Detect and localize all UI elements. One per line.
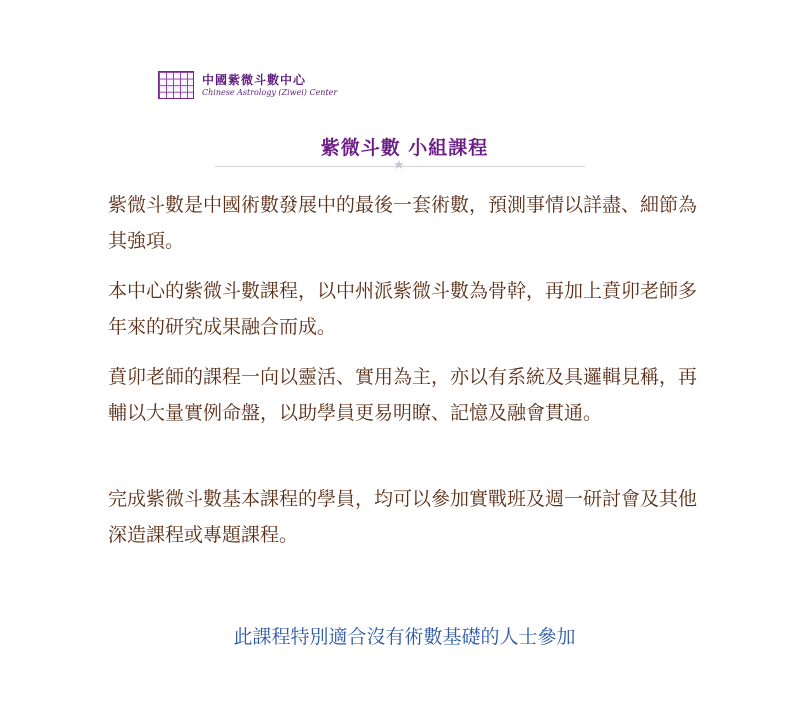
curriculum-paragraph: 本中心的紫微斗數課程，以中州派紫微斗數為骨幹，再加上賁卯老師多年來的研究成果融合而成。 [108, 280, 698, 338]
grid-logo-icon [158, 71, 194, 99]
title-divider [215, 158, 585, 173]
page-title: 紫微斗數 小組課程 [320, 137, 489, 159]
logo-english-name: Chinese Astrology (Ziwei) Center [202, 87, 338, 97]
intro-paragraph: 紫微斗數是中國術數發展中的最後一套術數，預測事情以詳盡、細節為其強項。 [108, 194, 698, 252]
logo-chinese-name: 中國紫微斗數中心 [202, 72, 307, 87]
teaching-style-paragraph: 賁卯老師的課程一向以靈活、實用為主，亦以有系統及具邏輯見稱，再輔以大量實例命盤，以助學員更易明瞭、記憶及融會貫通。 [108, 366, 698, 424]
site-logo[interactable] [158, 71, 337, 99]
audience-note: 此課程特別適合沒有術數基礎的人士參加 [233, 626, 576, 648]
star-icon: ★ [393, 158, 405, 173]
advanced-courses-paragraph: 完成紫微斗數基本課程的學員，均可以參加實戰班及週一研討會及其他深造課程或專題課程。 [108, 488, 698, 546]
